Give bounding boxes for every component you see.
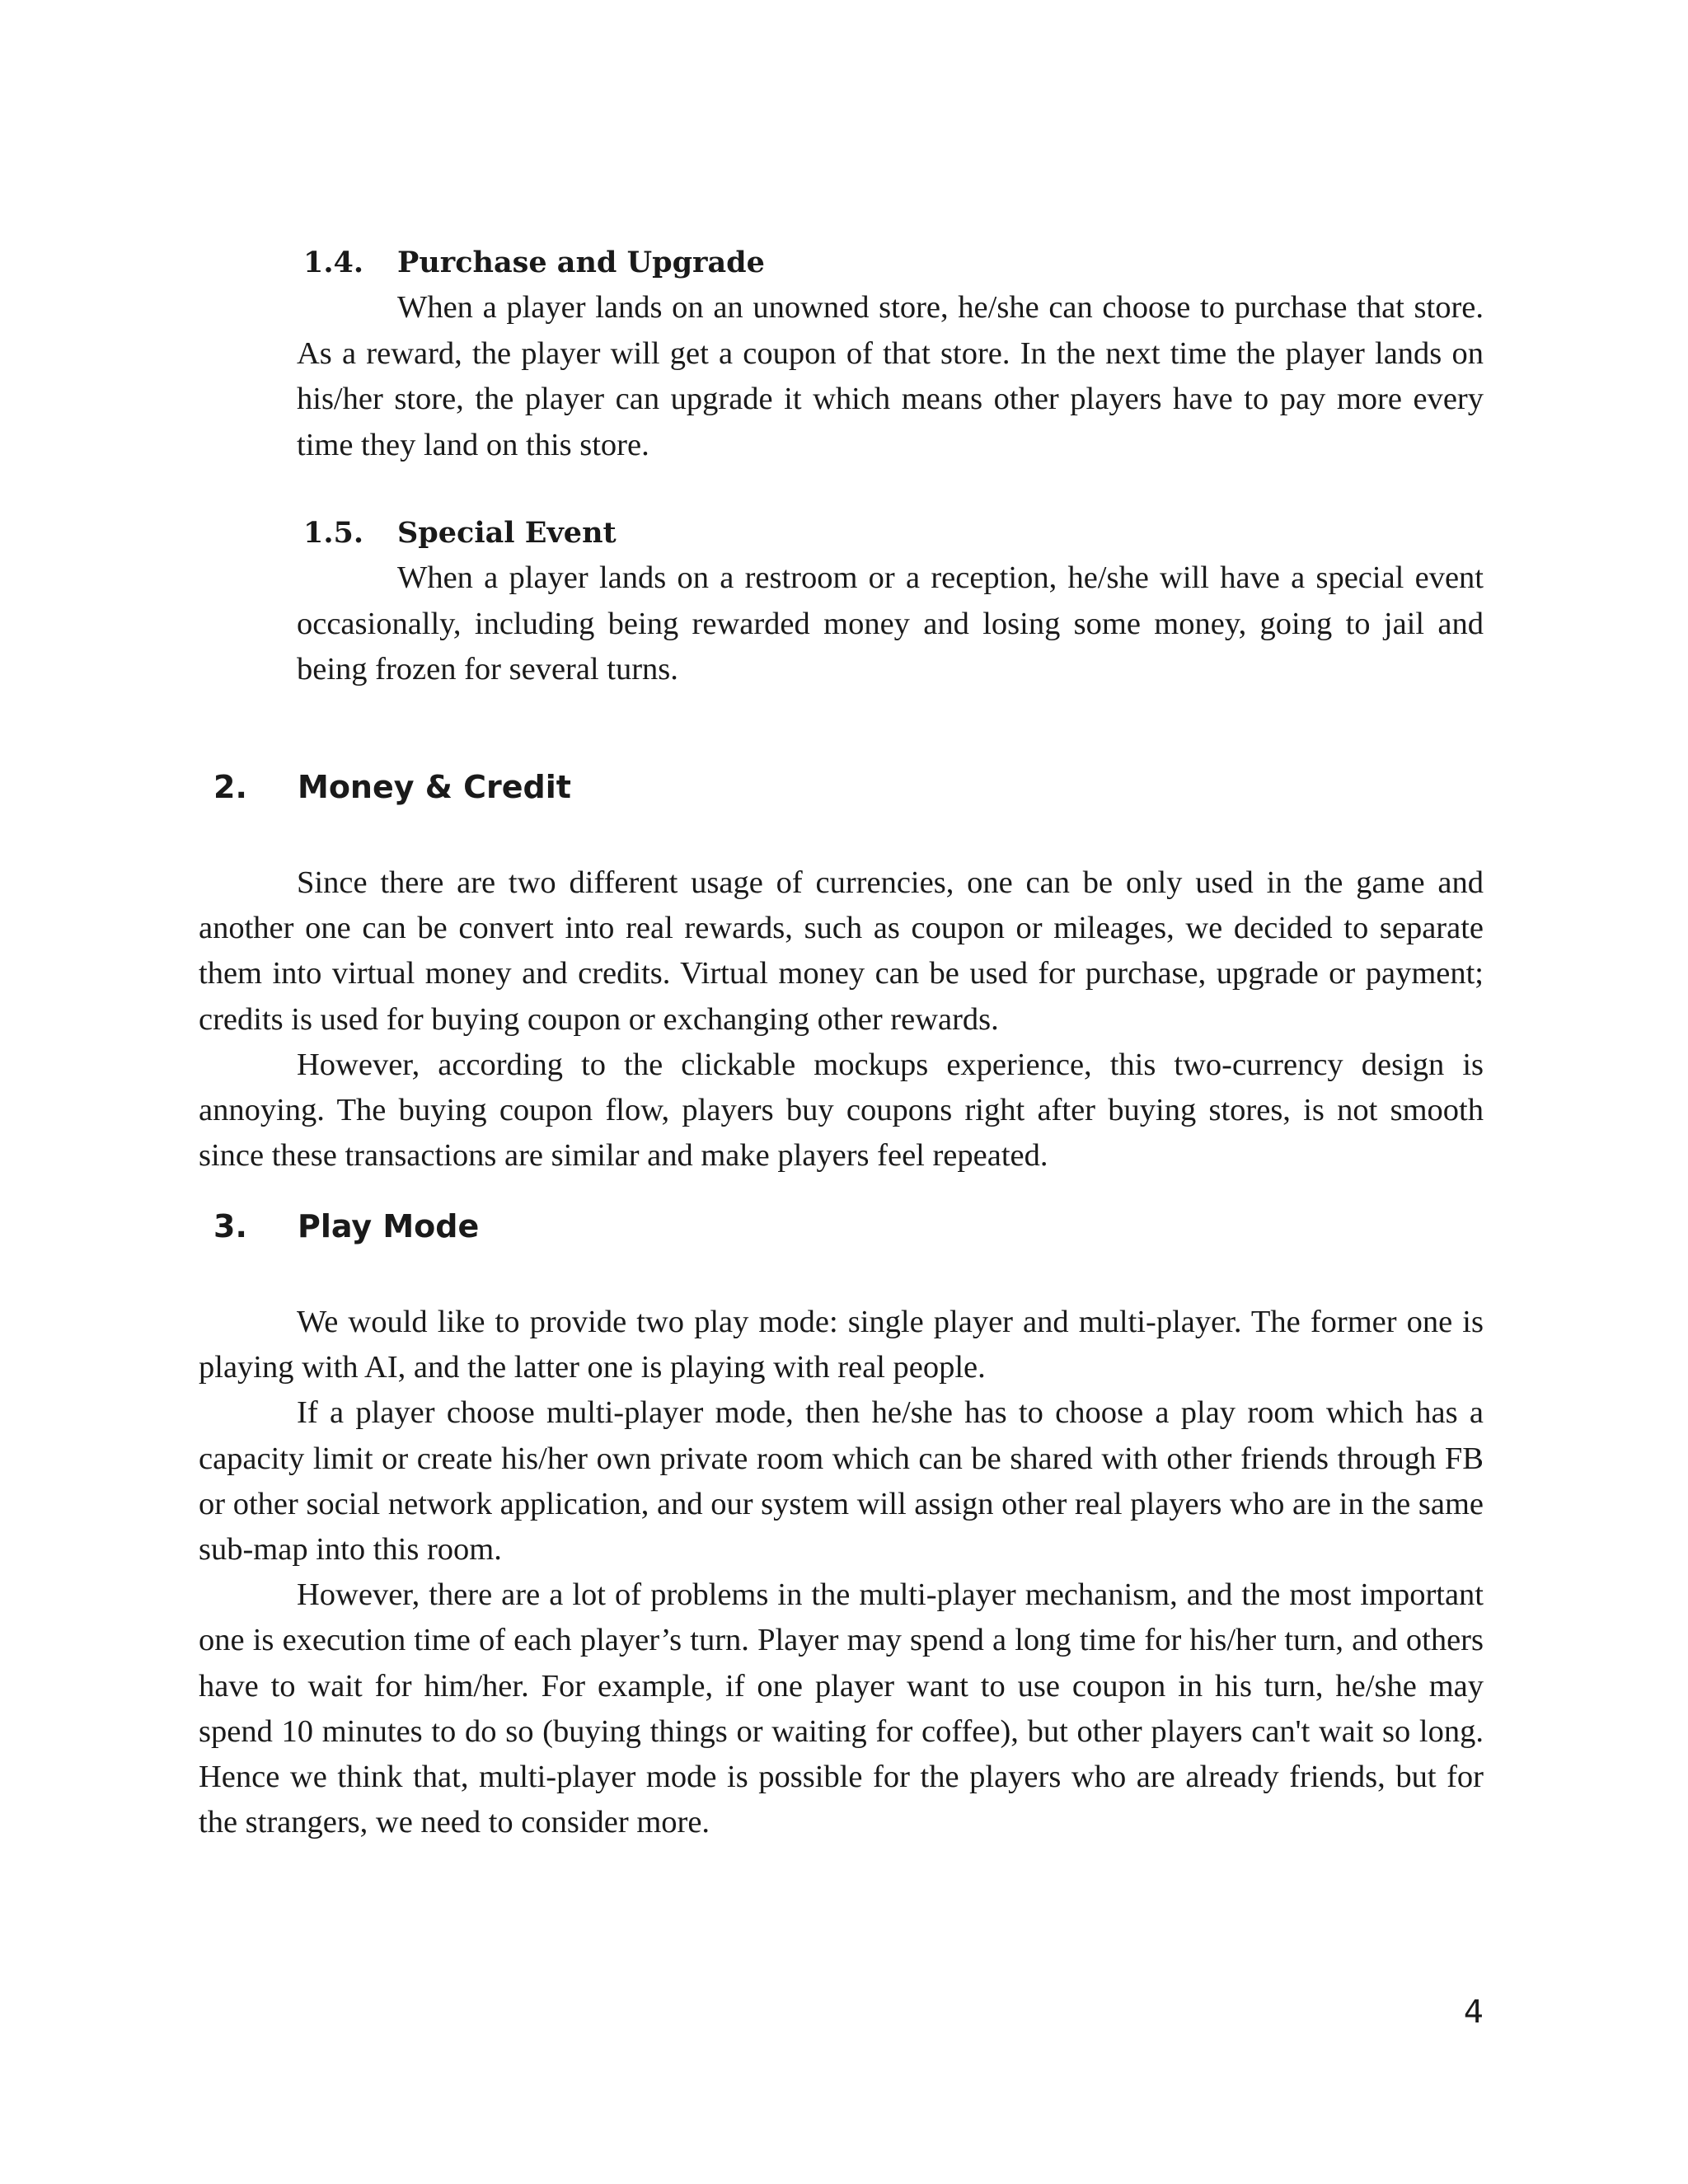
section-heading-play-mode — [213, 1202, 479, 1251]
page-number: 4 — [1463, 1994, 1484, 2030]
subsection-heading — [297, 510, 1484, 555]
body-paragraph: If a player choose multi-player mode, then he/she has to choose a play room which has a capacity limit or create his/her own private room which can be shared with other friends through FB or other social network application, and our system will assign other real players who are in the same sub-map into this room. — [199, 1395, 1484, 1568]
subsection-special-event — [297, 510, 1484, 693]
section-number: 2. — [213, 769, 247, 805]
section-title: Play Mode — [298, 1208, 480, 1244]
subsection-number: 1.4. — [303, 246, 364, 279]
subsection-purchase-and-upgrade — [297, 240, 1484, 468]
subsection-paragraph: When a player lands on an unowned store, he/she can choose to purchase that store. As a reward, the player will get a coupon of that store. In the next time the player lands on his/her store, the player can upgrade it which means other players have to pay more every time they land on this store. — [297, 290, 1484, 462]
section-body-money-credit — [199, 860, 1484, 1179]
section-heading-money-credit — [213, 762, 571, 812]
section-body-play-mode — [199, 1300, 1484, 1845]
body-paragraph: We would like to provide two play mode: single player and multi-player. The former one is playing with AI, and the latter one is playing with real people. — [199, 1305, 1484, 1385]
subsection-heading — [297, 240, 1484, 285]
subsection-title: Purchase and Upgrade — [397, 246, 765, 279]
subsection-title: Special Event — [397, 516, 617, 550]
body-paragraph: However, there are a lot of problems in the multi-player mechanism, and the most important one is execution time of each player’s turn. Player may spend a long time for his/her turn, and others have to wait for him/her. For example, if one player want to use coupon in his turn, he/she may spend 10 minutes to do so (buying things or waiting for coffee), but other players can't wait so long. Hence we think that, multi-player mode is possible for the players who are already friends, but for the strangers, we need to consider more. — [199, 1577, 1484, 1840]
subsection-number: 1.5. — [303, 516, 364, 550]
body-paragraph: Since there are two different usage of currencies, one can be only used in the game and another one can be convert into real rewards, such as coupon or mileages, we decided to separate them into virtual money and credits. Virtual money can be used for purchase, upgrade or payment; credits is used for buying coupon or exchanging other rewards. — [199, 865, 1484, 1037]
section-title: Money & Credit — [298, 769, 571, 805]
section-number: 3. — [213, 1208, 247, 1244]
body-paragraph: However, according to the clickable mockups experience, this two-currency design is annoying. The buying coupon flow, players buy coupons right after buying stores, is not smooth since these transactions are similar and make players feel repeated. — [199, 1047, 1484, 1174]
subsection-paragraph: When a player lands on a restroom or a reception, he/she will have a special event occasionally, including being rewarded money and losing some money, going to jail and being frozen for several turns. — [297, 560, 1484, 687]
